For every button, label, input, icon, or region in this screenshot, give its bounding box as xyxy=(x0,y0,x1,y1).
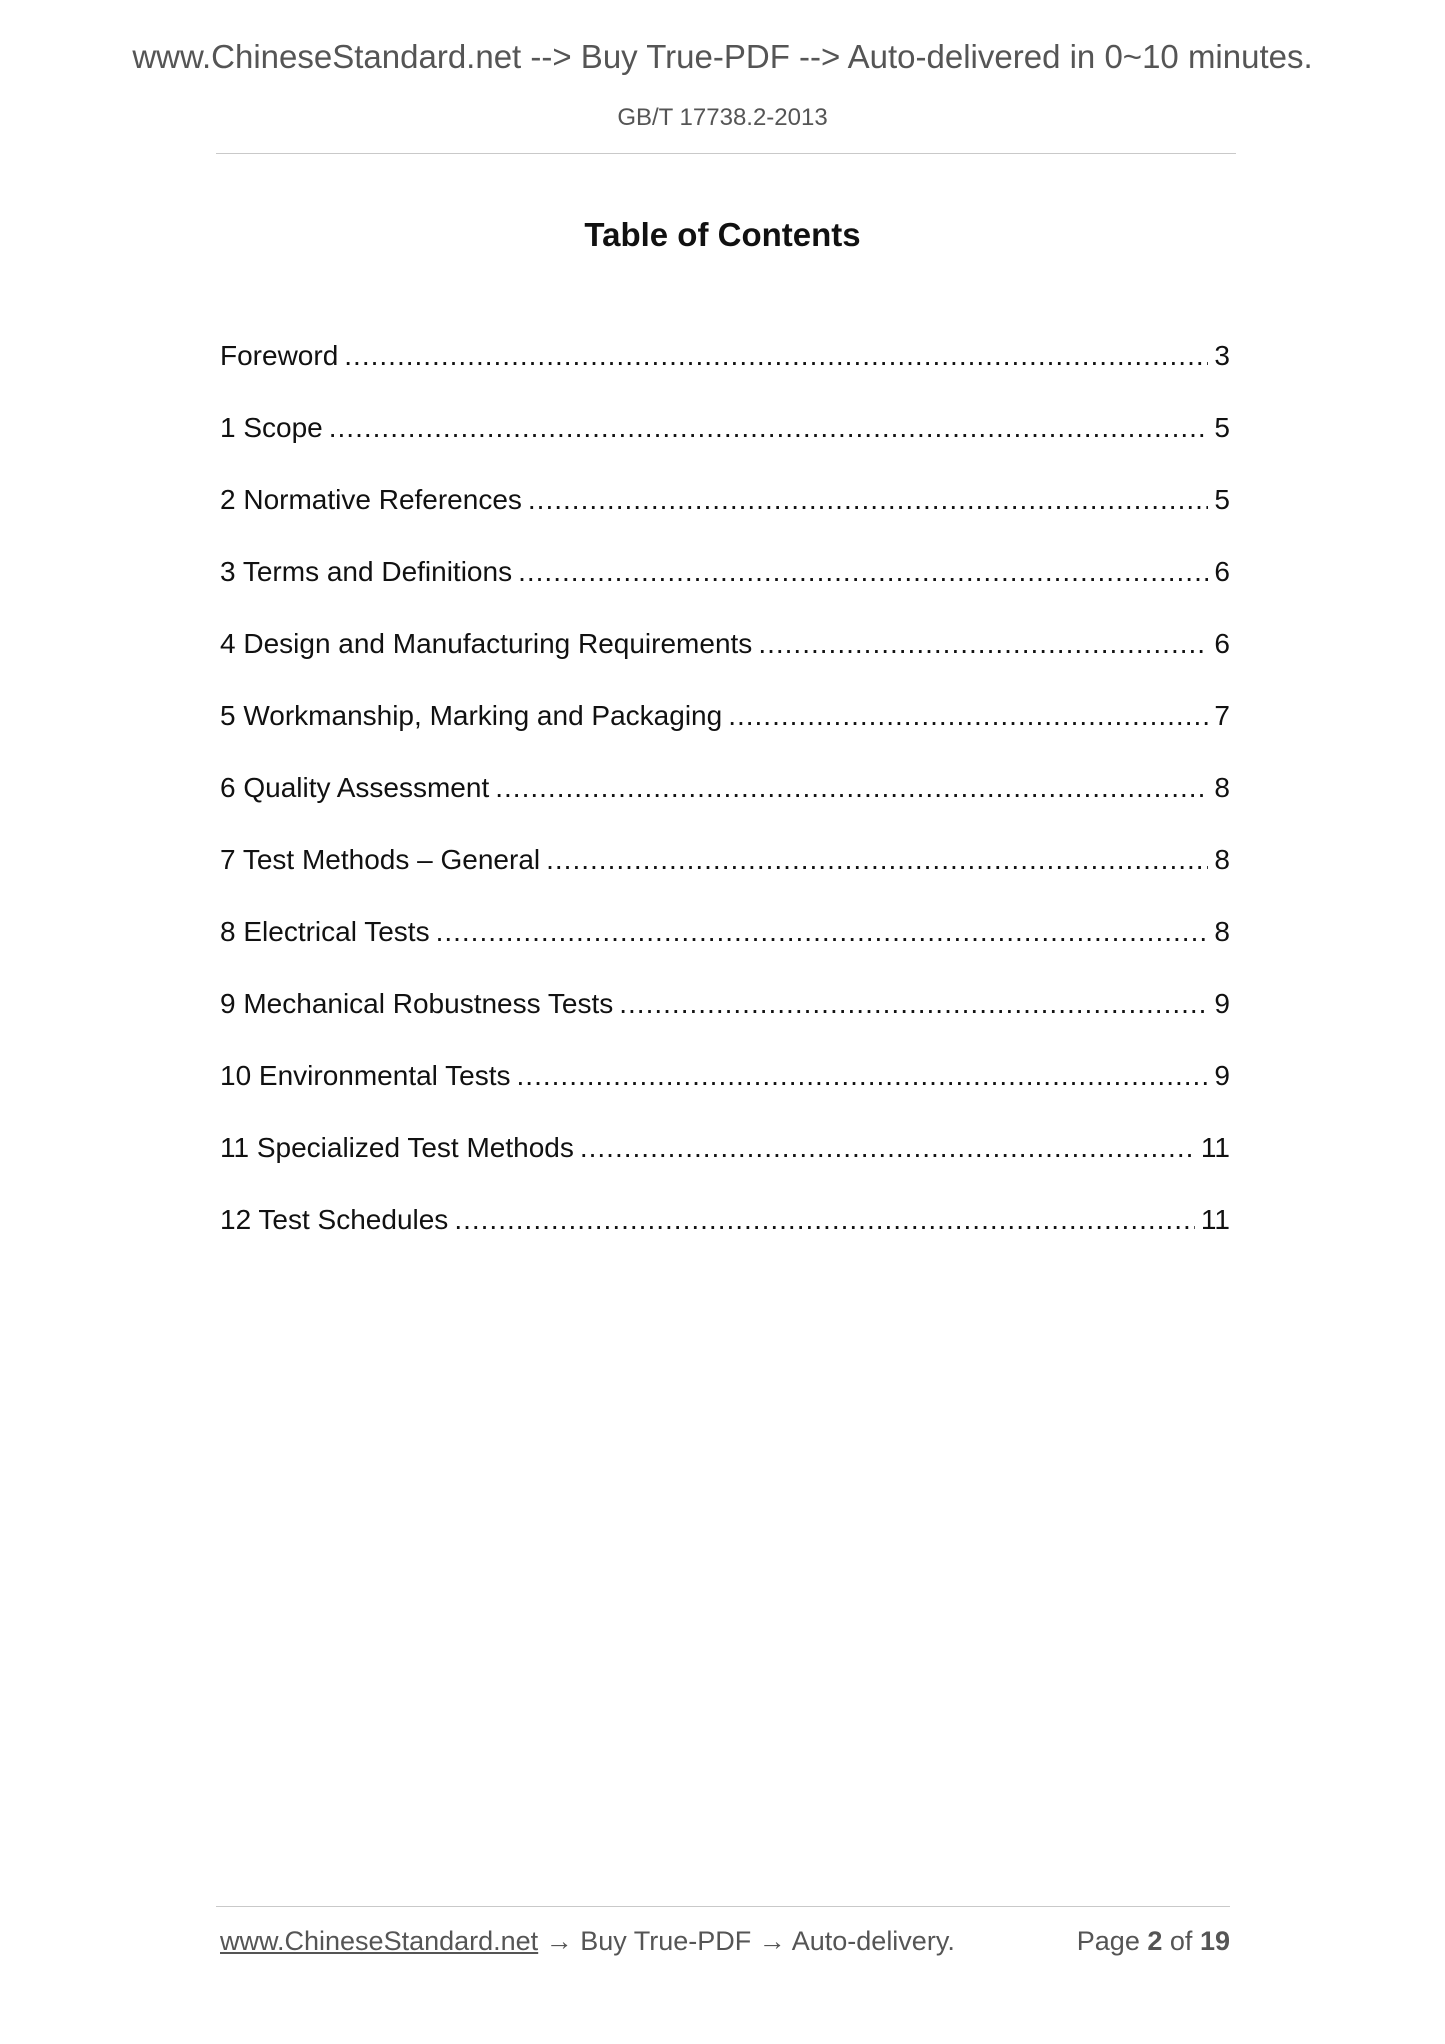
top-banner: www.ChineseStandard.net --> Buy True-PDF --> Auto-delivered in 0~10 minutes. xyxy=(132,38,1313,75)
toc-dot-leader xyxy=(546,844,1208,876)
toc-dot-leader xyxy=(619,988,1208,1020)
toc-entry-foreword[interactable] xyxy=(220,340,1230,412)
toc-entry-page: 7 xyxy=(1214,700,1230,731)
toc-dot-leader xyxy=(728,700,1208,732)
toc-entry-label: 9 Mechanical Robustness Tests xyxy=(220,988,614,1019)
toc-entry-page: 6 xyxy=(1214,556,1230,587)
toc-entry-label: 12 Test Schedules xyxy=(220,1204,449,1235)
footer-site-link[interactable]: www.ChineseStandard.net xyxy=(220,1926,539,1956)
header-divider xyxy=(216,153,1236,154)
toc-entry-workmanship-marking-packaging[interactable] xyxy=(220,700,1230,772)
toc-dot-leader xyxy=(495,772,1208,804)
toc-entry-environmental-tests[interactable] xyxy=(220,1060,1230,1132)
toc-entry-page: 11 xyxy=(1200,1132,1230,1163)
toc-entry-mechanical-robustness-tests[interactable] xyxy=(220,988,1230,1060)
toc-entry-page: 9 xyxy=(1214,988,1230,1019)
toc-dot-leader xyxy=(329,412,1209,444)
toc-entry-design-manufacturing-requirements[interactable] xyxy=(220,628,1230,700)
page-word: Page xyxy=(1076,1926,1140,1956)
toc-entry-label: 5 Workmanship, Marking and Packaging xyxy=(220,700,723,731)
footer-divider xyxy=(216,1906,1230,1907)
toc-dot-leader xyxy=(344,340,1208,372)
toc-entry-label: Foreword xyxy=(220,340,339,371)
document-code: GB/T 17738.2-2013 xyxy=(617,104,828,131)
toc-entry-page: 8 xyxy=(1214,772,1230,803)
toc-entry-label: 3 Terms and Definitions xyxy=(220,556,513,587)
page-footer xyxy=(220,1926,1230,1962)
toc-entry-page: 8 xyxy=(1214,916,1230,947)
toc-entry-label: 2 Normative References xyxy=(220,484,522,515)
toc-entry-page: 5 xyxy=(1214,484,1230,515)
toc-entry-label: 6 Quality Assessment xyxy=(220,772,490,803)
toc-dot-leader xyxy=(528,484,1209,516)
toc-entry-page: 3 xyxy=(1214,340,1230,371)
toc-entry-label: 11 Specialized Test Methods xyxy=(220,1132,574,1163)
toc-dot-leader xyxy=(436,916,1209,948)
footer-left xyxy=(220,1926,955,1957)
toc-entry-page: 8 xyxy=(1214,844,1230,875)
footer-tagline: → Buy True-PDF → Auto-delivery. xyxy=(538,1926,955,1956)
toc-entry-page: 9 xyxy=(1214,1060,1230,1091)
toc-dot-leader xyxy=(517,1060,1209,1092)
of-word: of xyxy=(1169,1926,1193,1956)
toc-entry-label: 7 Test Methods – General xyxy=(220,844,541,875)
toc-entry-scope[interactable] xyxy=(220,412,1230,484)
toc-dot-leader xyxy=(518,556,1208,588)
toc-entry-label: 4 Design and Manufacturing Requirements xyxy=(220,628,753,659)
toc-dot-leader xyxy=(580,1132,1195,1164)
toc-entry-label: 10 Environmental Tests xyxy=(220,1060,511,1091)
total-pages-number: 19 xyxy=(1199,1926,1230,1956)
toc-dot-leader xyxy=(758,628,1208,660)
toc-dot-leader xyxy=(454,1204,1195,1236)
page-title: Table of Contents xyxy=(584,216,861,253)
toc-entry-quality-assessment[interactable] xyxy=(220,772,1230,844)
toc-entry-normative-references[interactable] xyxy=(220,484,1230,556)
toc-entry-page: 5 xyxy=(1214,412,1230,443)
toc-list xyxy=(220,340,1230,1276)
current-page-number: 2 xyxy=(1147,1926,1163,1956)
toc-entry-terms-and-definitions[interactable] xyxy=(220,556,1230,628)
toc-entry-specialized-test-methods[interactable] xyxy=(220,1132,1230,1204)
toc-entry-label: 8 Electrical Tests xyxy=(220,916,430,947)
toc-entry-test-methods-general[interactable] xyxy=(220,844,1230,916)
toc-entry-test-schedules[interactable] xyxy=(220,1204,1230,1276)
toc-entry-electrical-tests[interactable] xyxy=(220,916,1230,988)
toc-entry-page: 6 xyxy=(1214,628,1230,659)
toc-entry-page: 11 xyxy=(1200,1204,1230,1235)
page-indicator xyxy=(1077,1926,1230,1957)
toc-entry-label: 1 Scope xyxy=(220,412,323,443)
